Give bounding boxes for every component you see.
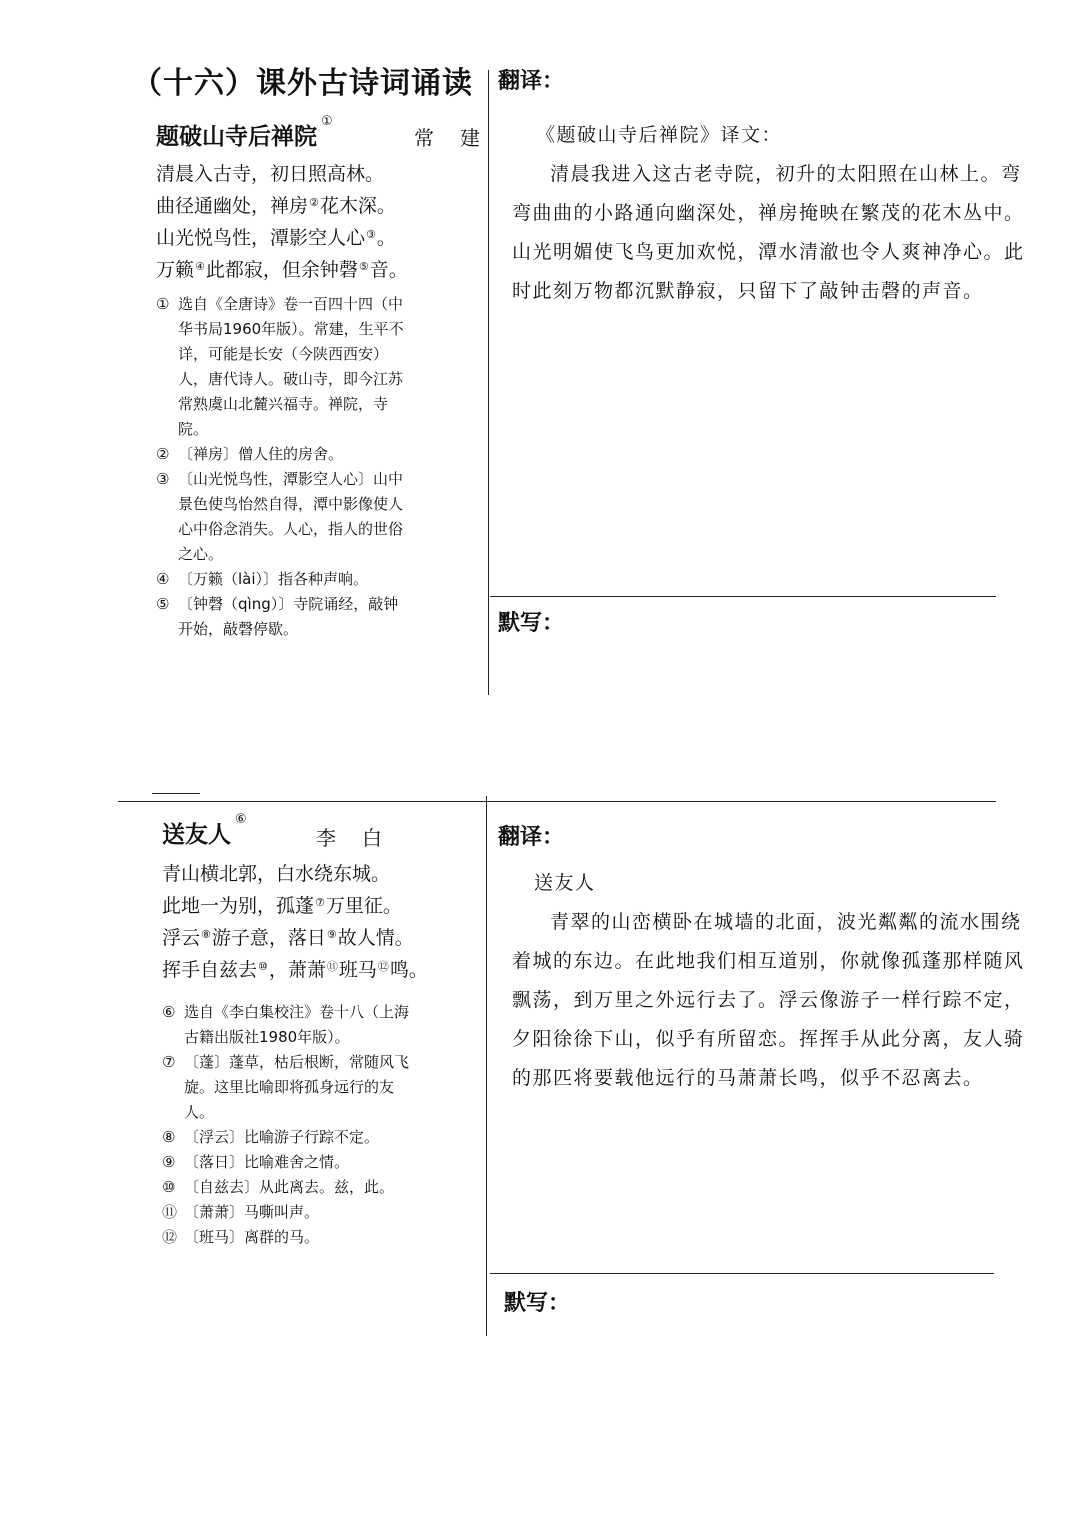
poem-author-1: 常建 — [414, 126, 506, 150]
poem-body-2 — [162, 858, 428, 986]
footnote: ⑫ 〔班马〕离群的马。 — [162, 1228, 320, 1246]
poem-line: 清晨入古寺，初日照高林。 — [156, 163, 385, 185]
poem-line: 山光悦鸟性，潭影空人心③。 — [156, 227, 396, 249]
poem-title-2: 送友人⑥ — [162, 812, 247, 848]
dictation-divider-2 — [490, 1273, 994, 1274]
footnote: ③ 〔山光悦鸟性，潭影空人心〕山中景色使鸟怡然自得，潭中影像使人心中俗念消失。人心，指人的世俗之心。 — [156, 470, 404, 563]
footnote: ⑧ 〔浮云〕比喻游子行踪不定。 — [162, 1128, 380, 1146]
footnote: ⑤ 〔钟磬（qìng）〕寺院诵经，敲钟开始，敲磬停歇。 — [156, 595, 399, 638]
column-divider-2 — [486, 796, 487, 1336]
translate-heading-2: 翻译： — [498, 825, 565, 850]
footnote: ② 〔禅房〕僧人住的房舍。 — [156, 445, 344, 463]
poem-line: 浮云⑧游子意，落日⑨故人情。 — [162, 927, 414, 949]
poem-line: 此地一为别，孤蓬⑦万里征。 — [162, 895, 402, 917]
poem-body-1 — [156, 158, 408, 286]
poem-line: 万籁④此都寂，但余钟磬⑤音。 — [156, 259, 408, 281]
footnote: ⑪ 〔萧萧〕马嘶叫声。 — [162, 1203, 320, 1221]
section-divider — [118, 801, 996, 802]
footnote: ⑩ 〔自兹去〕从此离去。兹，此。 — [162, 1178, 395, 1196]
translation-title: 送友人 — [534, 872, 596, 894]
translation-2 — [512, 864, 1032, 1098]
translation-text: 清晨我进入这古老寺院，初升的太阳照在山林上。弯弯曲曲的小路通向幽深处，禅房掩映在繁茂的花木丛中。山光明媚使飞鸟更加欢悦，潭水清澈也令人爽神净心。此时此刻万物都沉默静寂，只留下了敲钟击磬的声音。 — [512, 163, 1025, 302]
translation-title: 《题破山寺后禅院》译文： — [536, 124, 783, 146]
footnote: ⑥ 选自《李白集校注》卷十八（上海古籍出版社1980年版）。 — [162, 1003, 410, 1046]
footnote: ⑨ 〔落日〕比喻难舍之情。 — [162, 1153, 350, 1171]
footnote: ⑦ 〔蓬〕蓬草，枯后根断，常随风飞旋。这里比喻即将孤身远行的友人。 — [162, 1053, 410, 1121]
translation-1 — [512, 116, 1032, 311]
footnotes-1 — [156, 292, 406, 642]
dictation-divider-1 — [490, 596, 996, 597]
dictation-heading-1: 默写： — [498, 611, 565, 636]
poem-line: 曲径通幽处，禅房②花木深。 — [156, 195, 396, 217]
footnote: ④ 〔万籁（lài）〕指各种声响。 — [156, 570, 369, 588]
poem-author-2: 李白 — [316, 826, 408, 850]
page-title: （十六）课外古诗词诵读 — [132, 66, 473, 101]
poem-line: 青山横北郭，白水绕东城。 — [162, 863, 391, 885]
translation-text: 青翠的山峦横卧在城墙的北面，波光粼粼的流水围绕着城的东边。在此地我们相互道别，你就像孤蓬那样随风飘荡，到万里之外远行去了。浮云像游子一样行踪不定，夕阳徐徐下山，似乎有所留恋。挥挥手从此分离，友人骑的那匹将要载他远行的马萧萧长鸣，似乎不忍离去。 — [512, 911, 1025, 1089]
poem-line: 挥手自兹去⑩，萧萧⑪班马⑫鸣。 — [162, 959, 428, 981]
column-divider-1 — [488, 70, 489, 695]
section-divider-mark — [152, 793, 200, 794]
footnote: ① 选自《全唐诗》卷一百四十四（中华书局1960年版）。常建，生平不详，可能是长安（今陕西西安）人，唐代诗人。破山寺，即今江苏常熟虞山北麓兴福寺。禅院，寺院。 — [156, 295, 404, 438]
footnotes-2 — [162, 1000, 412, 1250]
dictation-heading-2: 默写： — [504, 1291, 571, 1316]
poem-title-1: 题破山寺后禅院① — [156, 114, 333, 150]
translate-heading-1: 翻译： — [498, 69, 565, 94]
